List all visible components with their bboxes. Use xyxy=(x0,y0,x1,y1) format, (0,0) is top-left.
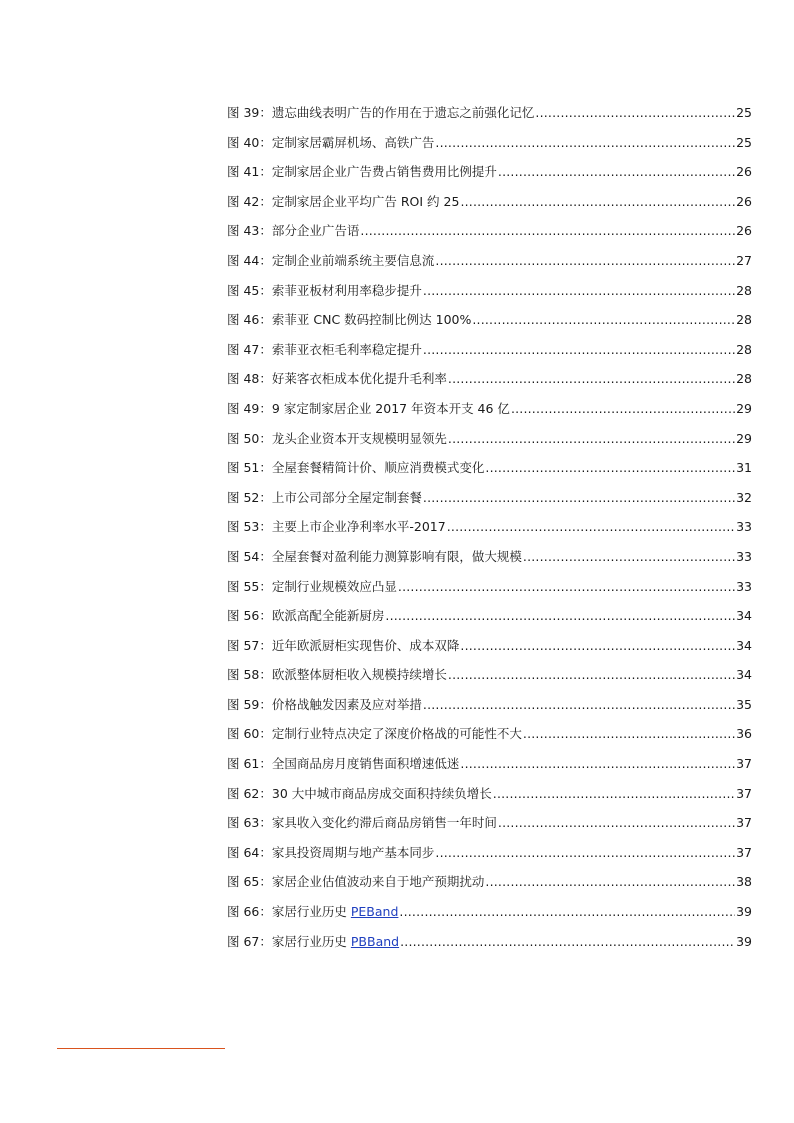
toc-entry[interactable] xyxy=(227,575,752,605)
page-number: 32 xyxy=(736,489,752,505)
toc-entry[interactable] xyxy=(227,101,752,131)
figure-number: 图 46： xyxy=(227,312,272,328)
toc-entry[interactable] xyxy=(227,693,752,723)
figure-number: 图 51： xyxy=(227,460,272,476)
page-number: 34 xyxy=(736,608,752,624)
figure-title: 索菲亚衣柜毛利率稳定提升 xyxy=(271,341,422,357)
figure-number: 图 66： xyxy=(227,904,272,920)
dot-leader xyxy=(498,811,735,835)
figure-number: 图 55： xyxy=(227,578,272,594)
figure-number: 图 42： xyxy=(227,193,272,209)
toc-entry[interactable] xyxy=(227,634,752,664)
page-number: 37 xyxy=(736,785,752,801)
toc-entry[interactable] xyxy=(227,397,752,427)
dot-leader xyxy=(448,367,735,391)
toc-entry[interactable] xyxy=(227,190,752,220)
figure-number: 图 57： xyxy=(227,637,272,653)
figure-number: 图 60： xyxy=(227,726,272,742)
dot-leader xyxy=(448,663,735,687)
page-number: 28 xyxy=(736,341,752,357)
page-number: 38 xyxy=(736,874,752,890)
page-number: 39 xyxy=(736,933,752,949)
dot-leader xyxy=(398,575,735,599)
figure-number: 图 62： xyxy=(227,785,272,801)
figure-title: 定制家居企业广告费占销售费用比例提升 xyxy=(271,164,497,180)
toc-entry[interactable] xyxy=(227,811,752,841)
toc-entry[interactable] xyxy=(227,870,752,900)
figure-title: 全屋套餐精简计价、顺应消费模式变化 xyxy=(271,460,485,476)
page-number: 29 xyxy=(736,400,752,416)
figure-title: 欧派整体厨柜收入规模持续增长 xyxy=(271,667,447,683)
dot-leader xyxy=(385,604,735,628)
figure-title: 家具收入变化约滞后商品房销售一年时间 xyxy=(271,815,497,831)
figure-number: 图 47： xyxy=(227,341,272,357)
dot-leader xyxy=(423,486,735,510)
page-number: 31 xyxy=(736,460,752,476)
figure-title: 索菲亚板材利用率稳步提升 xyxy=(271,282,422,298)
dot-leader xyxy=(472,308,735,332)
figure-title: 主要上市企业净利率水平-2017 xyxy=(271,519,446,535)
page-number: 37 xyxy=(736,844,752,860)
toc-entry[interactable] xyxy=(227,160,752,190)
figure-title: 家居企业估值波动来自于地产预期扰动 xyxy=(271,874,485,890)
page-number: 33 xyxy=(736,519,752,535)
toc-entry[interactable] xyxy=(227,219,752,249)
figure-title-text: 家居行业历史 xyxy=(271,933,351,949)
toc-entry[interactable] xyxy=(227,663,752,693)
figure-number: 图 44： xyxy=(227,252,272,268)
figure-number: 图 52： xyxy=(227,489,272,505)
dot-leader xyxy=(460,190,735,214)
figure-title: 全屋套餐对盈利能力测算影响有限，做大规模 xyxy=(271,548,522,564)
toc-entry[interactable] xyxy=(227,338,752,368)
peband-link[interactable]: PEBand xyxy=(350,904,399,920)
figure-number: 图 53： xyxy=(227,519,272,535)
figure-number: 图 50： xyxy=(227,430,272,446)
footer-divider xyxy=(57,1048,225,1049)
toc-entry[interactable] xyxy=(227,308,752,338)
dot-leader xyxy=(423,338,735,362)
page-number: 36 xyxy=(736,726,752,742)
figure-number: 图 58： xyxy=(227,667,272,683)
dot-leader xyxy=(423,279,735,303)
figure-title: 好莱客衣柜成本优化提升毛利率 xyxy=(271,371,447,387)
figure-number: 图 40： xyxy=(227,134,272,150)
figure-title: 全国商品房月度销售面积增速低迷 xyxy=(271,756,460,772)
page-number: 27 xyxy=(736,252,752,268)
page-number: 35 xyxy=(736,696,752,712)
figure-number: 图 65： xyxy=(227,874,272,890)
toc-entry[interactable] xyxy=(227,752,752,782)
page-number: 26 xyxy=(736,164,752,180)
dot-leader xyxy=(460,752,735,776)
dot-leader xyxy=(435,249,735,273)
figure-number: 图 39： xyxy=(227,105,272,120)
figure-number: 图 49： xyxy=(227,400,272,416)
page-number: 26 xyxy=(736,193,752,209)
page-number: 33 xyxy=(736,548,752,564)
toc-entry[interactable] xyxy=(227,782,752,812)
toc-entry[interactable] xyxy=(227,486,752,516)
figure-number: 图 63： xyxy=(227,815,272,831)
toc-entry[interactable] xyxy=(227,367,752,397)
toc-entry[interactable] xyxy=(227,930,752,960)
dot-leader xyxy=(493,782,735,806)
toc-entry[interactable] xyxy=(227,515,752,545)
figure-number: 图 43： xyxy=(227,223,272,239)
figure-number: 图 59： xyxy=(227,696,272,712)
toc-entry[interactable] xyxy=(227,456,752,486)
page-number: 33 xyxy=(736,578,752,594)
figure-title: 近年欧派厨柜实现售价、成本双降 xyxy=(271,637,460,653)
figure-title xyxy=(272,900,399,924)
page-number: 37 xyxy=(736,815,752,831)
figure-title: 定制家居霸屏机场、高铁广告 xyxy=(271,134,435,150)
figure-title: 遗忘曲线表明广告的作用在于遗忘之前强化记忆 xyxy=(271,105,535,120)
figure-title: 定制行业特点决定了深度价格战的可能性不大 xyxy=(271,726,522,742)
figure-number: 图 67： xyxy=(227,933,272,949)
figure-title: 30 大中城市商品房成交面积持续负增长 xyxy=(271,785,492,801)
page-number: 34 xyxy=(736,637,752,653)
dot-leader xyxy=(448,427,735,451)
figure-title: 上市公司部分全屋定制套餐 xyxy=(271,489,422,505)
dot-leader xyxy=(435,131,735,155)
page-number: 37 xyxy=(736,756,752,772)
dot-leader xyxy=(511,397,735,421)
dot-leader xyxy=(485,456,735,480)
toc-entry[interactable] xyxy=(227,900,752,930)
dot-leader xyxy=(535,101,735,125)
figure-number: 图 45： xyxy=(227,282,272,298)
page-number: 29 xyxy=(736,430,752,446)
dot-leader xyxy=(460,634,735,658)
dot-leader xyxy=(485,870,735,894)
figure-number: 图 56： xyxy=(227,608,272,624)
figure-title: 定制家居企业平均广告 ROI 约 25 xyxy=(271,193,460,209)
toc-entry[interactable] xyxy=(227,604,752,634)
figure-title: 定制行业规模效应凸显 xyxy=(271,578,397,594)
dot-leader xyxy=(423,693,735,717)
page-number: 25 xyxy=(736,105,752,120)
figure-title: 欧派高配全能新厨房 xyxy=(271,608,385,624)
figure-title xyxy=(272,930,399,954)
dot-leader xyxy=(360,219,735,243)
page-number: 28 xyxy=(736,312,752,328)
figure-number: 图 41： xyxy=(227,164,272,180)
toc-entry[interactable] xyxy=(227,131,752,161)
figure-index-list xyxy=(227,101,752,959)
figure-title: 索菲亚 CNC 数码控制比例达 100% xyxy=(271,312,472,328)
dot-leader xyxy=(435,841,735,865)
dot-leader xyxy=(399,900,735,924)
dot-leader xyxy=(400,930,735,954)
dot-leader xyxy=(523,722,735,746)
dot-leader xyxy=(523,545,735,569)
pbband-link[interactable]: PBBand xyxy=(350,933,400,949)
page-number: 25 xyxy=(736,134,752,150)
toc-entry[interactable] xyxy=(227,722,752,752)
figure-title: 定制企业前端系统主要信息流 xyxy=(271,252,435,268)
page-number: 34 xyxy=(736,667,752,683)
figure-title: 家具投资周期与地产基本同步 xyxy=(271,844,435,860)
figure-title-text: 家居行业历史 xyxy=(271,904,351,920)
toc-entry[interactable] xyxy=(227,279,752,309)
toc-entry[interactable] xyxy=(227,545,752,575)
figure-number: 图 48： xyxy=(227,371,272,387)
figure-number: 图 61： xyxy=(227,756,272,772)
dot-leader xyxy=(498,160,735,184)
figure-title: 价格战触发因素及应对举措 xyxy=(271,696,422,712)
figure-title: 9 家定制家居企业 2017 年资本开支 46 亿 xyxy=(271,400,510,416)
toc-entry[interactable] xyxy=(227,841,752,871)
toc-entry[interactable] xyxy=(227,249,752,279)
figure-title: 龙头企业资本开支规模明显领先 xyxy=(271,430,447,446)
page-number: 26 xyxy=(736,223,752,239)
dot-leader xyxy=(447,515,735,539)
figure-number: 图 64： xyxy=(227,844,272,860)
page-number: 39 xyxy=(736,904,752,920)
page-number: 28 xyxy=(736,371,752,387)
toc-entry[interactable] xyxy=(227,427,752,457)
figure-number: 图 54： xyxy=(227,548,272,564)
figure-title: 部分企业广告语 xyxy=(271,223,360,239)
page-number: 28 xyxy=(736,282,752,298)
